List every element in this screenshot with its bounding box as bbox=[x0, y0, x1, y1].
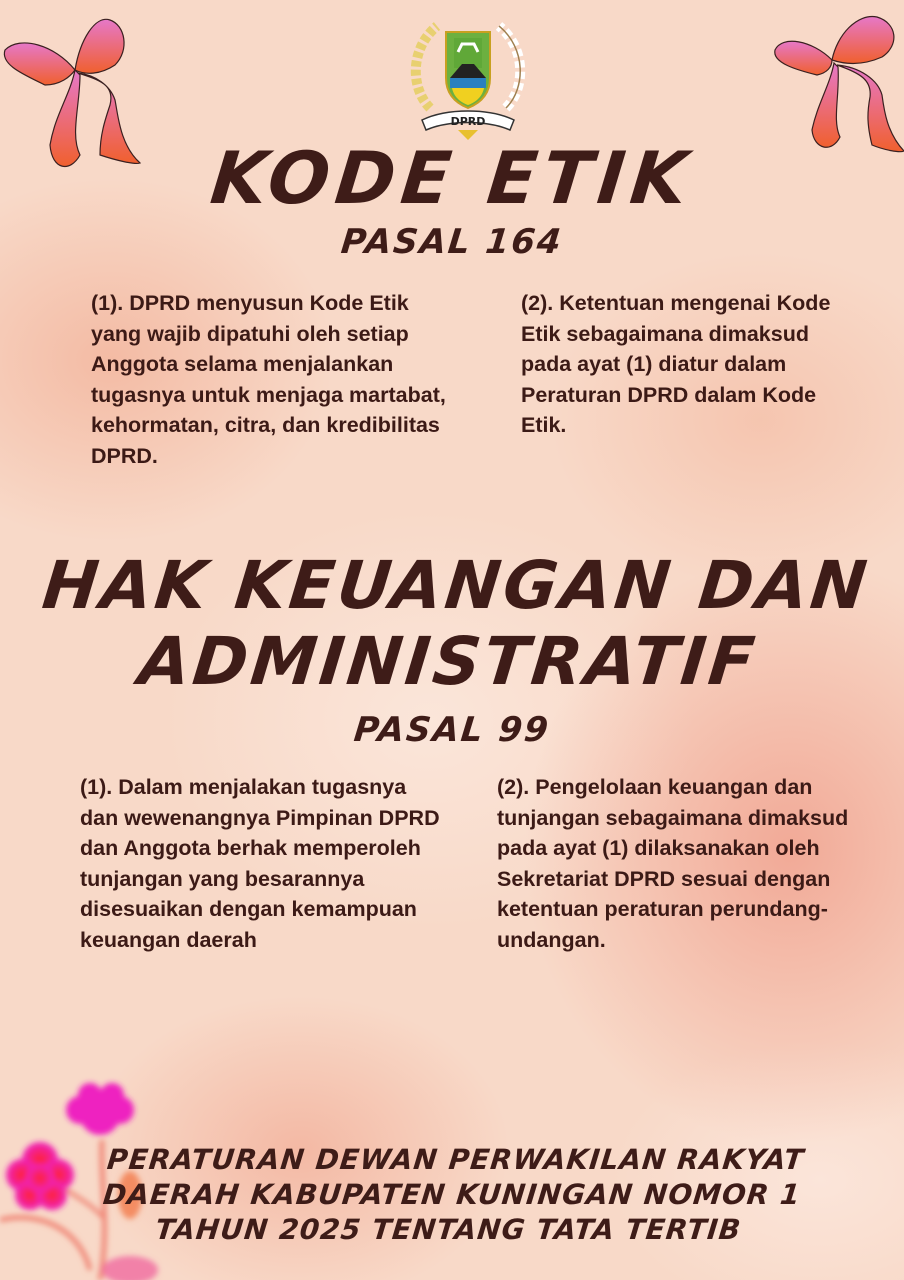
section-1-subtitle: PASAL 164 bbox=[339, 222, 565, 262]
footer-line-2: DAERAH KABUPATEN KUNINGAN NOMOR 1 bbox=[101, 1178, 803, 1211]
page-title: KODE ETIK bbox=[206, 136, 698, 220]
footer-line-1: PERATURAN DEWAN PERWAKILAN RAKYAT bbox=[105, 1143, 806, 1176]
kode-etik-ayat-2: (2). Ketentuan mengenai Kode Etik sebagaimana dimaksud pada ayat (1) diatur dalam Peraturan DPRD dalam Kode Etik. bbox=[521, 291, 831, 437]
svg-text:DPRD: DPRD bbox=[450, 115, 486, 128]
footer-regulation bbox=[0, 1142, 904, 1247]
footer-line-3: TAHUN 2025 TENTANG TATA TERTIB bbox=[153, 1213, 743, 1246]
hak-keuangan-ayat-1: (1). Dalam menjalakan tugasnya dan wewenangnya Pimpinan DPRD dan Anggota berhak memperoleh tunjangan yang besarannya disesuaikan dengan kemampuan keuangan daerah bbox=[80, 775, 440, 952]
section-2-title-line2: ADMINISTRATIF bbox=[135, 623, 761, 700]
ribbon-bow-icon bbox=[772, 5, 904, 155]
section-2-title-line1: HAK KEUANGAN DAN bbox=[38, 547, 874, 624]
kode-etik-ayat-1: (1). DPRD menyusun Kode Etik yang wajib dipatuhi oleh setiap Anggota selama menjalankan tugasnya untuk menjaga martabat, kehormatan, citra, dan kredibilitas DPRD. bbox=[91, 291, 446, 468]
hak-keuangan-ayat-2: (2). Pengelolaan keuangan dan tunjangan sebagaimana dimaksud pada ayat (1) dilaksanakan oleh Sekretariat DPRD sesuai dengan ketentuan peraturan perundang-undangan. bbox=[497, 775, 849, 952]
section-2-subtitle: PASAL 99 bbox=[352, 710, 552, 750]
section-2-title bbox=[0, 548, 904, 700]
dprd-emblem-icon bbox=[402, 8, 534, 143]
